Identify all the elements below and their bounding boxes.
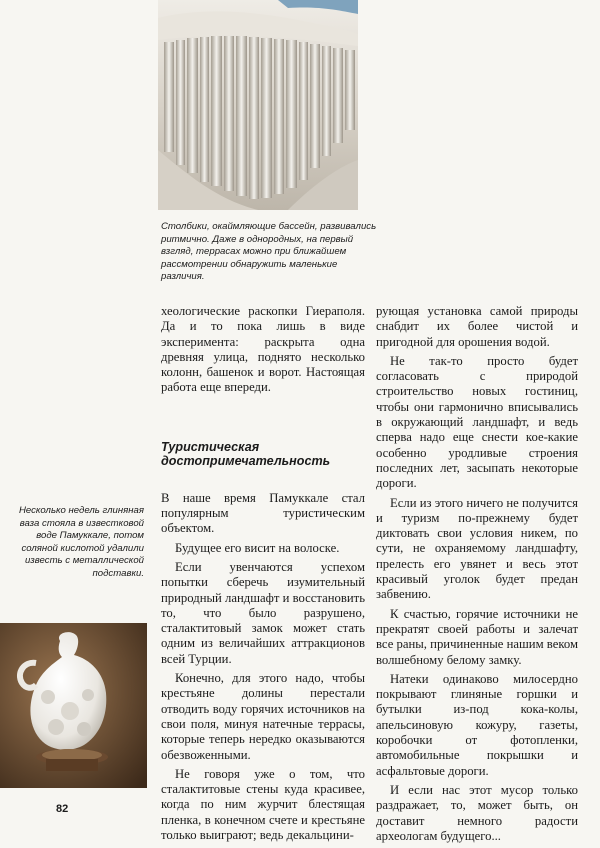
text-column-right — [376, 304, 578, 848]
paragraph: Не говоря уже о том, что сталактитовые стены куда красивее, когда по ним журчит блестящая пленка, в конечном счете и крестьяне только выиграют; ведь декальцини- — [161, 766, 365, 843]
photo-caption-side: Несколько недель глиняная ваза стояла в известковой воде Памуккале, потом соляной кислотой удалили известь с металлической подставки. — [18, 505, 144, 579]
paragraph: Конечно, для этого надо, чтобы крестьяне долины перестали отводить воду горячих источников на свои поля, минуя натечные террасы, которые теперь нередко оказываются обезвоженными. — [161, 671, 365, 762]
paragraph: хеологические раскопки Гиераполя. Да и то пока лишь в виде эксперимента: раскрыта одна древняя улица, поднято несколько колонн, башенок и ворот. Настоящая работа еще впереди. — [161, 304, 365, 395]
vase-illustration — [0, 623, 147, 788]
paragraph: И если нас этот мусор только раздражает, то, может быть, он доставит немного радости археологам будущего... — [376, 782, 578, 843]
vase-photo — [0, 623, 147, 788]
paragraph: Если увенчаются успехом попытки сберечь изумительный природный ландшафт и восстановить то, что было разрушено, сталактитовый замок может стать одним из величайших аттракционов всей Турции. — [161, 559, 365, 666]
paragraph: Не так-то просто будет согласовать с природой строительство новых гостиниц, чтобы они гармонично вписывались в окружающий ландшафт, и ведь сперва надо еще снести кое-какие особенно уродливые строения последних лет, засыпать некоторые дороги. — [376, 353, 578, 491]
paragraph: К счастью, горячие источники не прекратят своей работы и залечат все раны, причиненные нашим веком волшебному белому замку. — [376, 606, 578, 667]
paragraph: Натеки одинаково милосердно покрывают глиняные горшки и бутылки из-под кока-колы, апельсиновую кожуру, газеты, коробочки от фотопленки, автомобильные покрышки и асфальтовые дороги. — [376, 671, 578, 778]
photo-caption-top: Столбики, окаймляющие бассейн, развивались ритмично. Даже в однородных, на первый взгляд, террасах можно при ближайшем рассмотрении обнаружить маленькие различия. — [161, 221, 377, 283]
travertine-illustration — [158, 0, 358, 210]
paragraph: рующая установка самой природы снабдит их более чистой и пригодной для орошения водой. — [376, 304, 578, 349]
paragraph: В наше время Памуккале стал популярным туристическим объектом. — [161, 490, 365, 536]
paragraph: Будущее его висит на волоске. — [175, 540, 340, 555]
section-heading: Туристическая достопримечательность — [161, 439, 331, 469]
text-column-middle — [161, 304, 365, 847]
paragraph: Если из этого ничего не получится и туризм по-прежнему будет диктовать свои условия никем, по сути, не охраняемому ландшафту, прелесть его увянет и весь этот красивый уголок будет предан забвению. — [376, 495, 578, 602]
travertine-photo — [158, 0, 358, 210]
page-number: 82 — [56, 803, 69, 815]
